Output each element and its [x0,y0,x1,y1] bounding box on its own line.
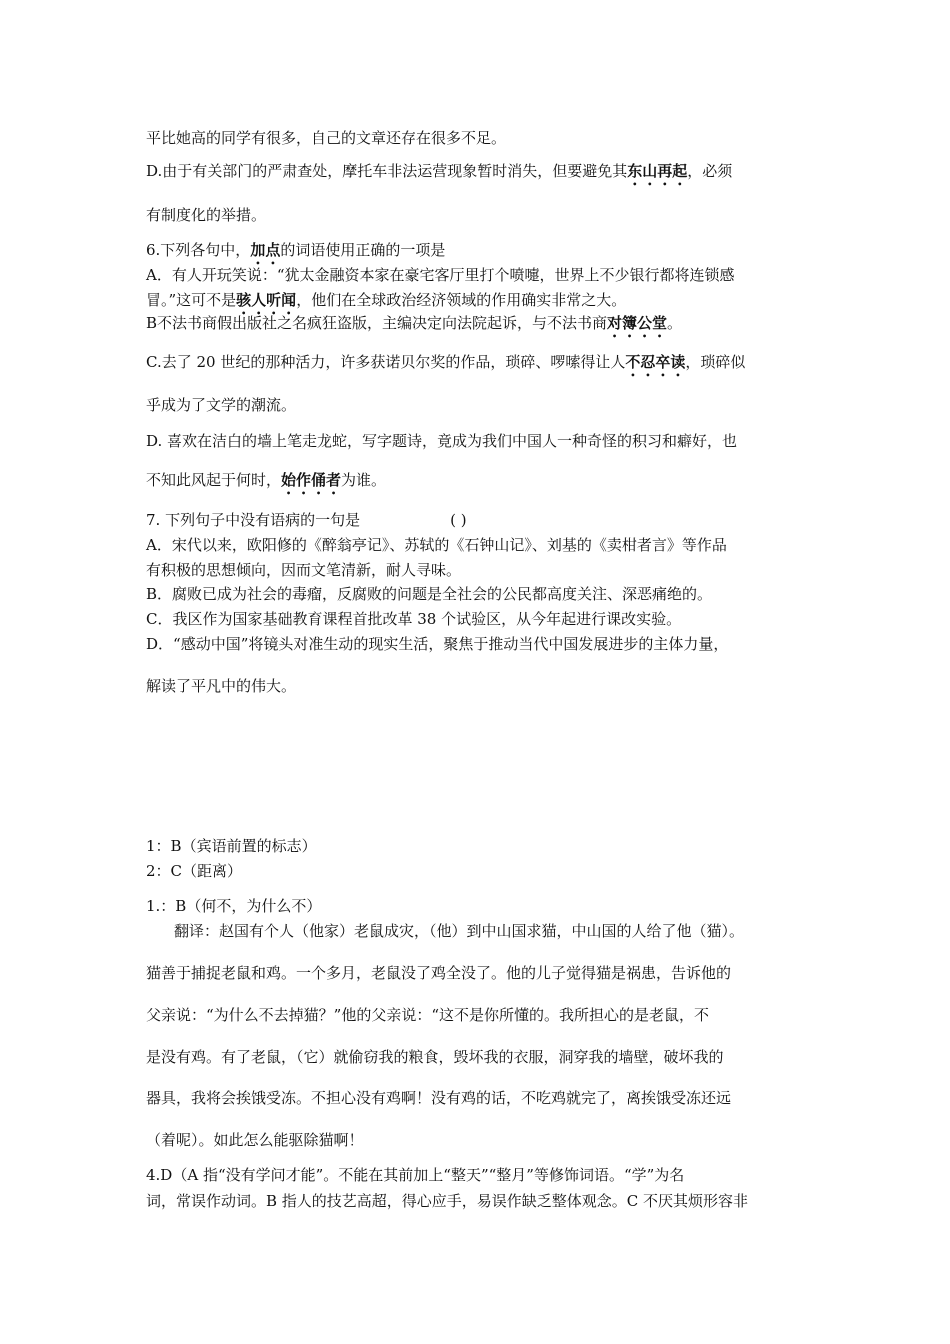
option-a-line: A．宋代以来，欧阳修的《醉翁亭记》、苏轼的《石钟山记》、刘基的《卖柑者言》等作品 [146,536,727,554]
text-line: 平比她高的同学有很多，自己的文章还存在很多不足。 [146,129,507,147]
answer-line: 词，常误作动词。B 指人的技艺高超，得心应手，易误作缺乏整体观念。C 不厌其烦形容非 [146,1192,749,1210]
text-fragment: D.由于有关部门的严肃查处，摩托车非法运营现象暂时消失，但要避免其 [146,162,628,180]
option-a-line: 有积极的思想倾向，因而文笔清新，耐人寻味。 [146,561,462,579]
text-fragment: B不法书商假出版社之名疯狂盗版，主编决定向法院起诉，与不法书商 [146,314,608,332]
emphasized-word: 对簿公堂 [607,314,668,332]
text-fragment: ，琐碎似 [685,353,746,371]
translation-line: 猫善于捕捉老鼠和鸡。一个多月，老鼠没了鸡全没了。他的儿子觉得猫是祸患，告诉他的 [146,964,732,982]
question-7-stem [146,510,467,530]
translation-line: （着呢）。如此怎么能驱除猫啊！ [146,1131,364,1149]
answer-line: 4.D（A 指“没有学问才能”。不能在其前加上“整天”“整月”等修饰词语。“学”为名 [146,1166,685,1184]
translation-line: 器具，我将会挨饿受冻。不担心没有鸡啊！没有鸡的话，不吃鸡就完了，离挨饿受冻还远 [146,1089,732,1107]
text-line: 解读了平凡中的伟大。 [146,677,297,695]
option-a-line: A．有人开玩笑说：“犹太金融资本家在豪宅客厅里打个喷嚏，世界上不少银行都将连锁感 [146,266,735,284]
option-d-line: D. 喜欢在洁白的墙上笔走龙蛇，写字题诗，竟成为我们中国人一种奇怪的积习和癖好，也 [146,432,738,450]
text-fragment: C.去了 20 世纪的那种活力，许多获诺贝尔奖的作品，琐碎、啰嗦得让人 [146,353,626,371]
text-fragment: ，必须 [687,162,733,180]
text-fragment: 6.下列各句中， [146,241,251,259]
text-fragment: 冒。”这可不是 [146,291,237,309]
emphasized-word: 骇人听闻 [236,291,297,309]
option-d-line: D．“感动中国”将镜头对准生动的现实生活，聚焦于推动当代中国发展进步的主体力量， [146,635,729,653]
text-fragment: 不知此风起于何时， [146,471,282,489]
option-d-line [146,470,386,498]
question-6-stem [146,240,445,268]
answer-parentheses: ( ) [450,511,467,529]
translation-line: 父亲说：“为什么不去掉猫？”他的父亲说：“这不是你所懂的。我所担心的是老鼠，不 [146,1006,710,1024]
text-line: 乎成为了文学的潮流。 [146,396,297,414]
emphasized-word: 加点 [250,241,281,259]
emphasized-word: 不忍卒读 [625,353,686,371]
emphasized-word: 始作俑者 [281,471,342,489]
text-fragment: 。 [667,314,683,332]
option-b-line [146,313,682,341]
emphasized-word: 东山再起 [627,162,688,180]
text-fragment: 7. 下列句子中没有语病的一句是 [146,511,361,529]
text-fragment: 为谁。 [341,471,387,489]
option-b-line: B．腐败已成为社会的毒瘤，反腐败的问题是全社会的公民都高度关注、深恶痛绝的。 [146,585,713,603]
translation-line: 翻译：赵国有个人（他家）老鼠成灾，（他）到中山国求猫，中山国的人给了他（猫）。 [174,922,745,940]
option-d-line [146,161,732,189]
option-c-line: C．我区作为国家基础教育课程首批改革 38 个试验区，从今年起进行课改实验。 [146,610,682,628]
text-fragment: 的词语使用正确的一项是 [280,241,446,259]
answer-line: 1.：B（何不，为什么不） [146,897,322,915]
translation-line: 是没有鸡。有了老鼠，（它）就偷窃我的粮食，毁坏我的衣服，洞穿我的墙壁，破坏我的 [146,1048,724,1066]
text-line: 有制度化的举措。 [146,206,267,224]
option-c-line [146,352,745,380]
text-fragment: ，他们在全球政治经济领域的作用确实非常之大。 [296,291,627,309]
answer-line: 2：C（距离） [146,862,243,880]
answer-line: 1：B（宾语前置的标志） [146,837,317,855]
